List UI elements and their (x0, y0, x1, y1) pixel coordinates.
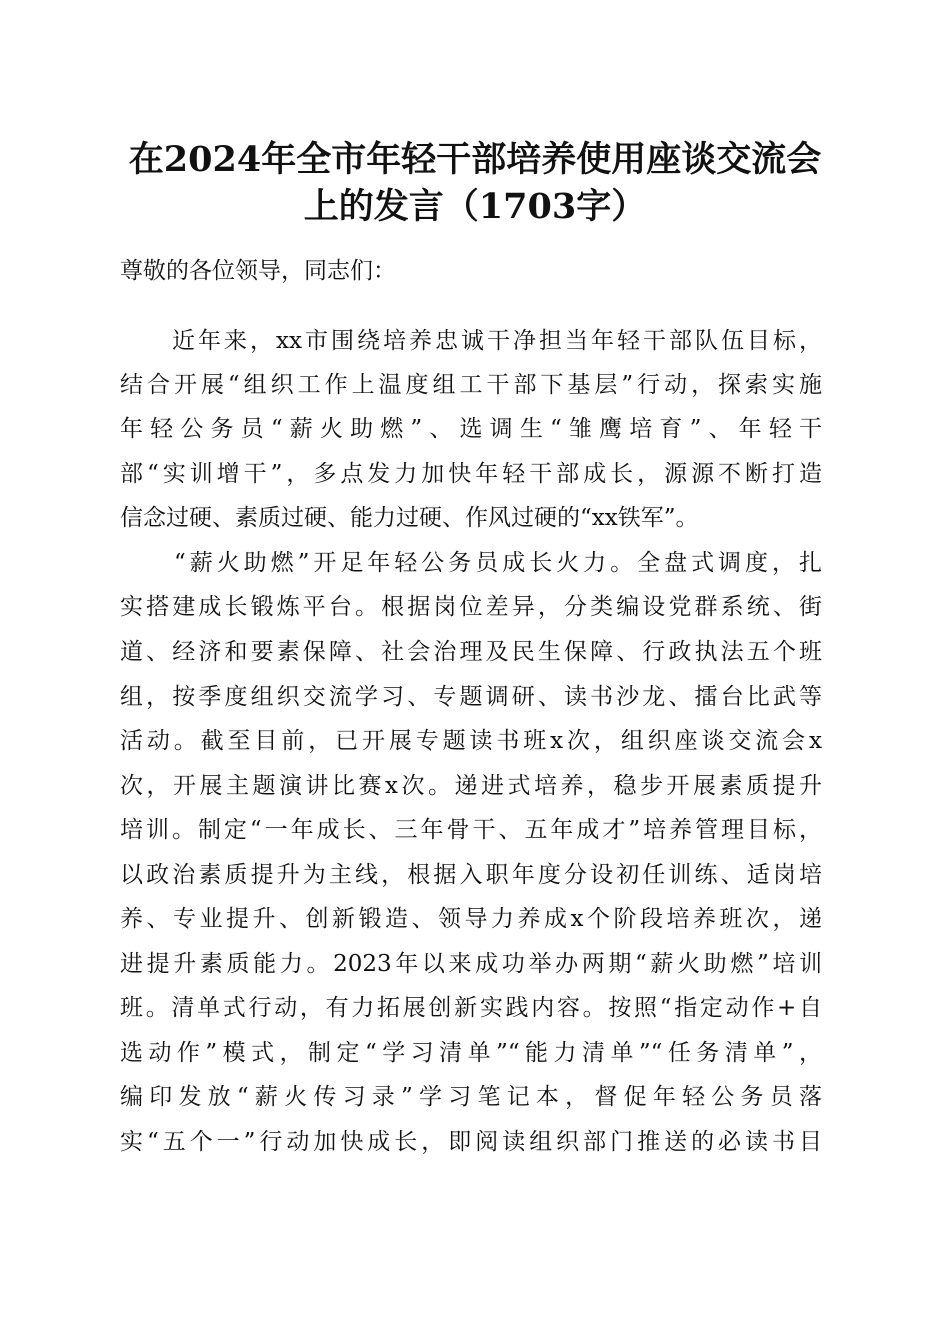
body-line: 年轻公务员“薪火助燃”、选调生“雏鹰培育”、年轻干 (120, 416, 822, 442)
body-line: 活动。截至目前，已开展专题读书班x次，组织座谈交流会x (120, 728, 822, 754)
body-line: 编印发放“薪火传习录”学习笔记本，督促年轻公务员落 (120, 1084, 822, 1110)
body-line: 组，按季度组织交流学习、专题调研、读书沙龙、擂台比武等 (120, 684, 822, 710)
body-line: 选动作”模式，制定“学习清单”“能力清单”“任务清单”， (120, 1040, 822, 1066)
salutation: 尊敬的各位领导，同志们： (120, 258, 396, 284)
body-line: 结合开展“组织工作上温度组工干部下基层”行动，探索实施 (120, 372, 822, 398)
body-line: 道、经济和要素保障、社会治理及民生保障、行政执法五个班 (120, 639, 822, 665)
body-line: 培训。制定“一年成长、三年骨干、五年成才”培养管理目标， (120, 817, 822, 843)
body-line: 实“五个一”行动加快成长，即阅读组织部门推送的必读书目 (120, 1129, 822, 1155)
body-line: 近年来，xx市围绕培养忠诚干净担当年轻干部队伍目标， (120, 328, 822, 354)
title-line: 上的发言（1703字） (303, 186, 647, 227)
body-line: “薪火助燃”开足年轻公务员成长火力。全盘式调度，扎 (120, 550, 822, 576)
body-line: 进提升素质能力。2023年以来成功举办两期“薪火助燃”培训 (120, 951, 822, 977)
body-line: 养、专业提升、创新锻造、领导力养成x个阶段培养班次，递 (120, 906, 822, 932)
body-line: 次，开展主题演讲比赛x次。递进式培养，稳步开展素质提升 (120, 773, 822, 799)
body-line: 信念过硬、素质过硬、能力过硬、作风过硬的“xx铁军”。 (120, 505, 699, 531)
body-line: 实搭建成长锻炼平台。根据岗位差异，分类编设党群系统、街 (120, 594, 822, 620)
body-line: 部“实训增干”，多点发力加快年轻干部成长，源源不断打造 (120, 461, 822, 487)
body-line: 班。清单式行动，有力拓展创新实践内容。按照“指定动作+自 (120, 995, 822, 1021)
body-line: 以政治素质提升为主线，根据入职年度分设初任训练、适岗培 (120, 862, 822, 888)
document-title (0, 136, 950, 230)
title-line: 在2024年全市年轻干部培养使用座谈交流会 (128, 139, 822, 180)
